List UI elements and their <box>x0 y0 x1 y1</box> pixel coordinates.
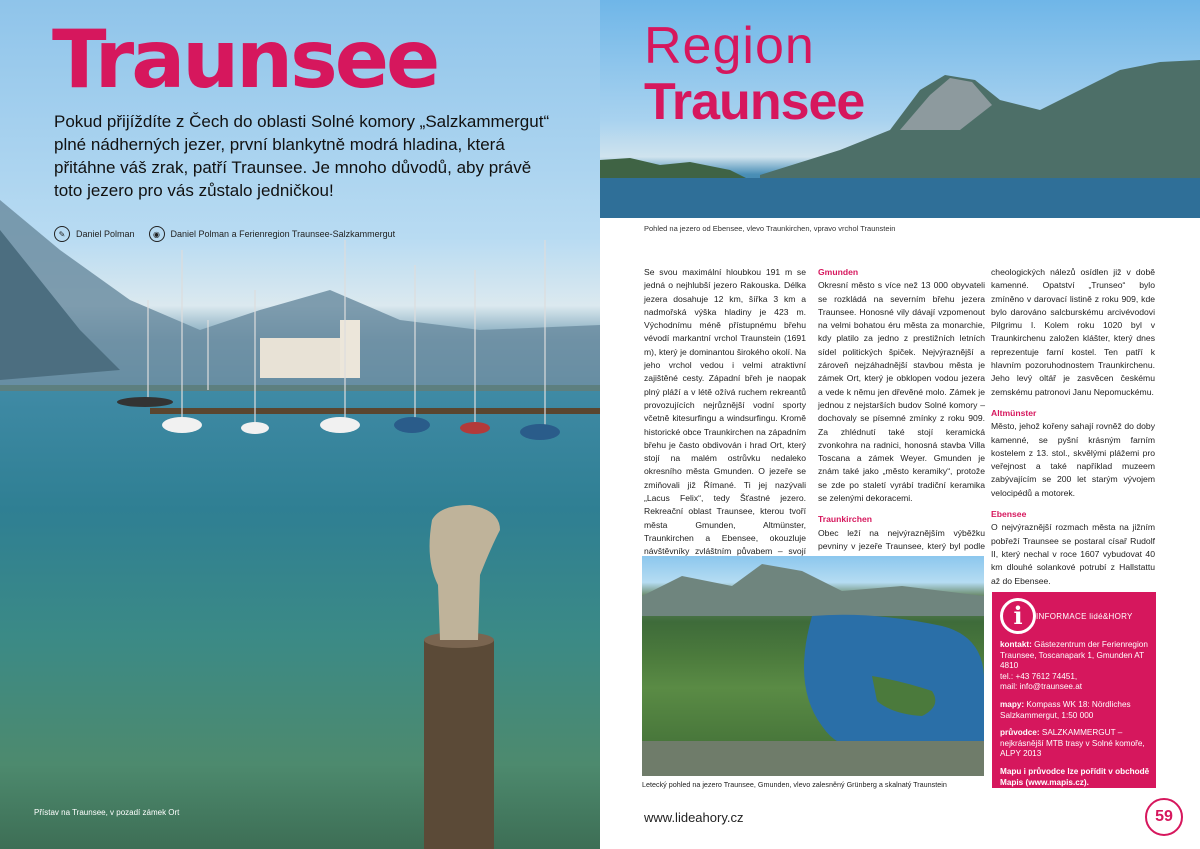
pen-icon: ✎ <box>54 226 70 242</box>
right-page <box>600 0 1200 849</box>
kontakt-label: kontakt: <box>1000 640 1032 649</box>
region-title-line2: Traunsee <box>644 73 865 131</box>
article-title: Traunsee <box>52 13 438 106</box>
traunkirchen-text: Obec leží na nejvýraznějším výběžku pevniny v jezeře Traunsee, který byl podle <box>818 527 985 551</box>
pruvodce-text: SALZKAMMERGUT – nejkrásnější MTB trasy v Solné komoře, ALPY 2013 <box>1000 728 1145 759</box>
lake-photo <box>600 0 1200 218</box>
region-title-line1: Region <box>644 17 815 75</box>
aerial-scene <box>642 556 984 776</box>
traunkirchen-text-cont: cheologických nálezů osídlen již v době kamenné. Opatství „Trunseo“ bylo zmíněno v darovací listině z roku 909, kde bylo darováno salcburskému arcivévodovi Pilgrimu I. Kolem roku 1020 byl v Traunkirchenu založen klášter, který dnes reprezentuje farní kostel. Ten patří k hlavním pozoruhodnostem Traunkirchenu. Jeho levý oltář je zasvěcen českému zemskému patronovi Janu Nepomuckému. <box>991 267 1155 397</box>
altmunster-text: Město, jehož kořeny sahají rovněž do doby kamenné, se pyšní krásným farním kostelem z 13. stol., skvělými plážemi pro veřejnost a také například muzeem zabývajícím se 200 let starým vývojem velocipédů a motorek. <box>991 421 1155 498</box>
camera-icon: ◉ <box>149 226 165 242</box>
intro-text: Se svou maximální hloubkou 191 m se jedná o nejhlubší jezero Rakouska. Délka jezera dosahuje 12 km, šířka 3 km a nadmořská výška hladiny je 423 m. Východnímu méně přístupnému břehu vévodí markantní vrchol Traunstein (1691 m), který je dominantou širokého okolí. Na jeho vrchol vedou i velmi atraktivní zajištěné cesty. Západní břeh je naopak plný pláží a v létě ožívá ruchem rekreantů provozujících nejrůznější vodní sporty včetně kitesurfingu a windsurfingu. Kromě historické obce Traunkirchen na západním břehu je často obdivován i hrad Ort, který stojí na malém ostrůvku nedaleko okresního města Gmunden. O jezeře se zmiňovali již Římané. Ti jej nazývali „Lacus Felix“, tedy Šťastné jezero. Rekreační oblast Traunsee, kterou tvoří města Gmunden, Altmünster, Traunkirchen a Ebensee, okouzluje návštěvníky zvláštním půvabem – svojí <box>644 267 806 557</box>
column-3 <box>991 266 1155 588</box>
photographer-name: Daniel Polman a Ferienregion Traunsee-Salzkammergut <box>170 229 396 239</box>
info-icon: i <box>1000 598 1036 634</box>
kontakt-text: Gästezentrum der Ferienregion Traunsee, Toscanapark 1, Gmunden AT 4810 <box>1000 640 1148 671</box>
gmunden-text: Okresní město s více než 13 000 obyvateli se rozkládá na severním břehu jezera Traunsee. Honosné vily dávají vzpomenout na velmi bohatou éru města za monarchie, kdy platilo za jedno z prestižních letních sídel politických špiček. Nejvýraznější a zároveň nejzáhadnější stavbou města je zámek Ort, který je obklopen vodou jezera a vede k němu jen dřevěné molo. Zámek je jednou z nejstarších budov Solné komory – dochovaly se písemné zmínky z roku 909. Za zhlédnutí také stojí keramická zvonkohra na radnici, honosná stavba Villa Toscana a zámek Weyer. Gmunden je znám také jako „město keramiky“, protože se zde po staletí vyrábí tradiční keramika se zelenými dekoracemi. <box>818 280 985 504</box>
column-2 <box>818 266 985 567</box>
author-name: Daniel Polman <box>76 229 135 239</box>
lead-paragraph: Pokud přijíždíte z Čech do oblasti Solné komory „Salzkammergut“ plné nádherných jezer, první blankytně modrá hladina, která přitáhne váš zrak, patří Traunsee. Je mnoho důvodů, aby právě toto jezero pro vás zůstalo jedničkou! <box>54 112 550 200</box>
aerial-photo <box>642 556 984 776</box>
info-box <box>992 592 1156 788</box>
info-footer: Mapu i průvodce lze pořídit v obchodě Mapis (www.mapis.cz). <box>1000 766 1150 787</box>
altmunster-heading: Altmünster <box>991 407 1037 418</box>
region-title <box>644 17 865 131</box>
pruvodce-label: průvodce: <box>1000 728 1040 738</box>
footer-url[interactable]: www.lideahory.cz <box>644 810 744 825</box>
aerial-photo-caption: Letecký pohled na jezero Traunsee, Gmunden, vlevo zalesněný Grünberg a skalnatý Traunstein <box>642 780 947 789</box>
kontakt-tel: tel.: +43 7612 74451, <box>1000 671 1078 681</box>
page-number: 59 <box>1145 798 1183 836</box>
kontakt-mail[interactable]: mail: info@traunsee.at <box>1000 682 1083 692</box>
mapy-text: Kompass WK 18: Nördliches Salzkammergut, 1:50 000 <box>1000 699 1131 720</box>
left-photo-caption: Přístav na Traunsee, v pozadí zámek Ort <box>34 808 180 817</box>
ebensee-text: O nejvýraznější rozmach města na jižním pobřeží Traunsee se postaral císař Rudolf II, který nechal v roce 1607 vybudovat 40 km dlouhé solankové potrubí z Hallstattu až do Ebensee. <box>991 522 1155 586</box>
mapy-label: mapy: <box>1000 699 1025 709</box>
credits <box>54 226 395 242</box>
info-body <box>1000 640 1152 795</box>
gmunden-heading: Gmunden <box>818 267 859 277</box>
info-heading: INFORMACE lidé&HORY <box>1036 612 1133 621</box>
lake-photo-caption: Pohled na jezero od Ebensee, vlevo Traunkirchen, vpravo vrchol Traunstein <box>644 224 896 233</box>
ebensee-heading: Ebensee <box>991 509 1027 520</box>
traunkirchen-heading: Traunkirchen <box>818 514 872 525</box>
